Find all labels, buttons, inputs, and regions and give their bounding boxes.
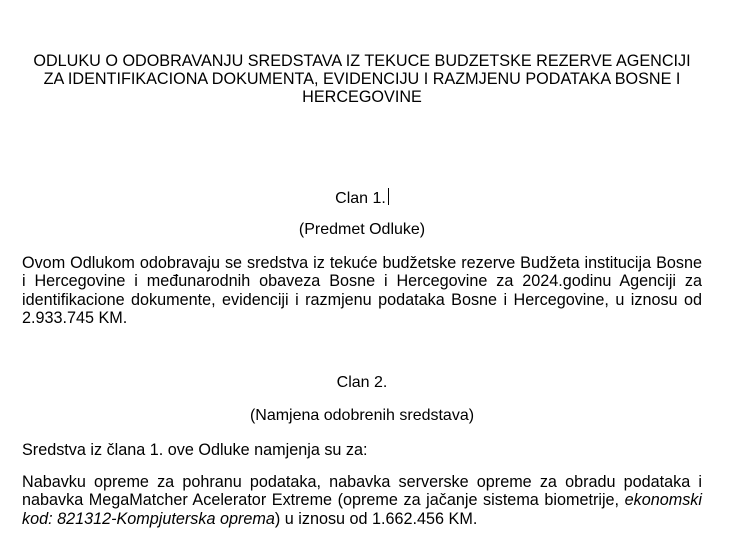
document-title: ODLUKU O ODOBRAVANJU SREDSTAVA IZ TEKUCE BUDZETSKE REZERVE AGENCIJI ZA IDENTIFIKACIONA DOKUMENTA, EVIDENCIJU I RAZMJENU PODATAKA BOSNE I HERCEGOVINE xyxy=(33,52,691,106)
article-1-subheading: (Predmet Odluke) xyxy=(298,221,426,238)
article-2-item-amount: ) u iznosu od 1.662.456 KM. xyxy=(274,509,478,528)
article-2-item-economic-code: ekonomski kod: 821312-Kompjuterska oprema xyxy=(22,491,702,528)
article-1-heading-text: Clan 1. xyxy=(335,190,386,207)
article-1-heading xyxy=(22,188,702,208)
article-2-heading: Clan 2. xyxy=(336,374,388,391)
article-2-intro: Sredstva iz člana 1. ove Odluke namjenja su za: xyxy=(22,441,368,459)
article-1-body: Ovom Odlukom odobravaju se sredstva iz tekuće budžetske rezerve Budžeta institucija Bosne i Hercegovine i međunarodnih obaveza Bosne i Hercegovine za 2024.godinu Agenciji za identifikacione dokumente, evidenciji i razmjenu podataka Bosne i Hercegovine, u iznosu od 2.933.745 KM. xyxy=(22,254,702,327)
article-2-item xyxy=(22,473,702,528)
article-2-subheading: (Namjena odobrenih sredstava) xyxy=(249,407,475,424)
text-cursor xyxy=(388,188,389,205)
article-2-item-text: Nabavku opreme za pohranu podataka, nabavka serverske opreme za obradu podataka i nabavka MegaMatcher Acelerator Extreme (opreme za jačanje sistema biometrije, xyxy=(22,473,702,510)
